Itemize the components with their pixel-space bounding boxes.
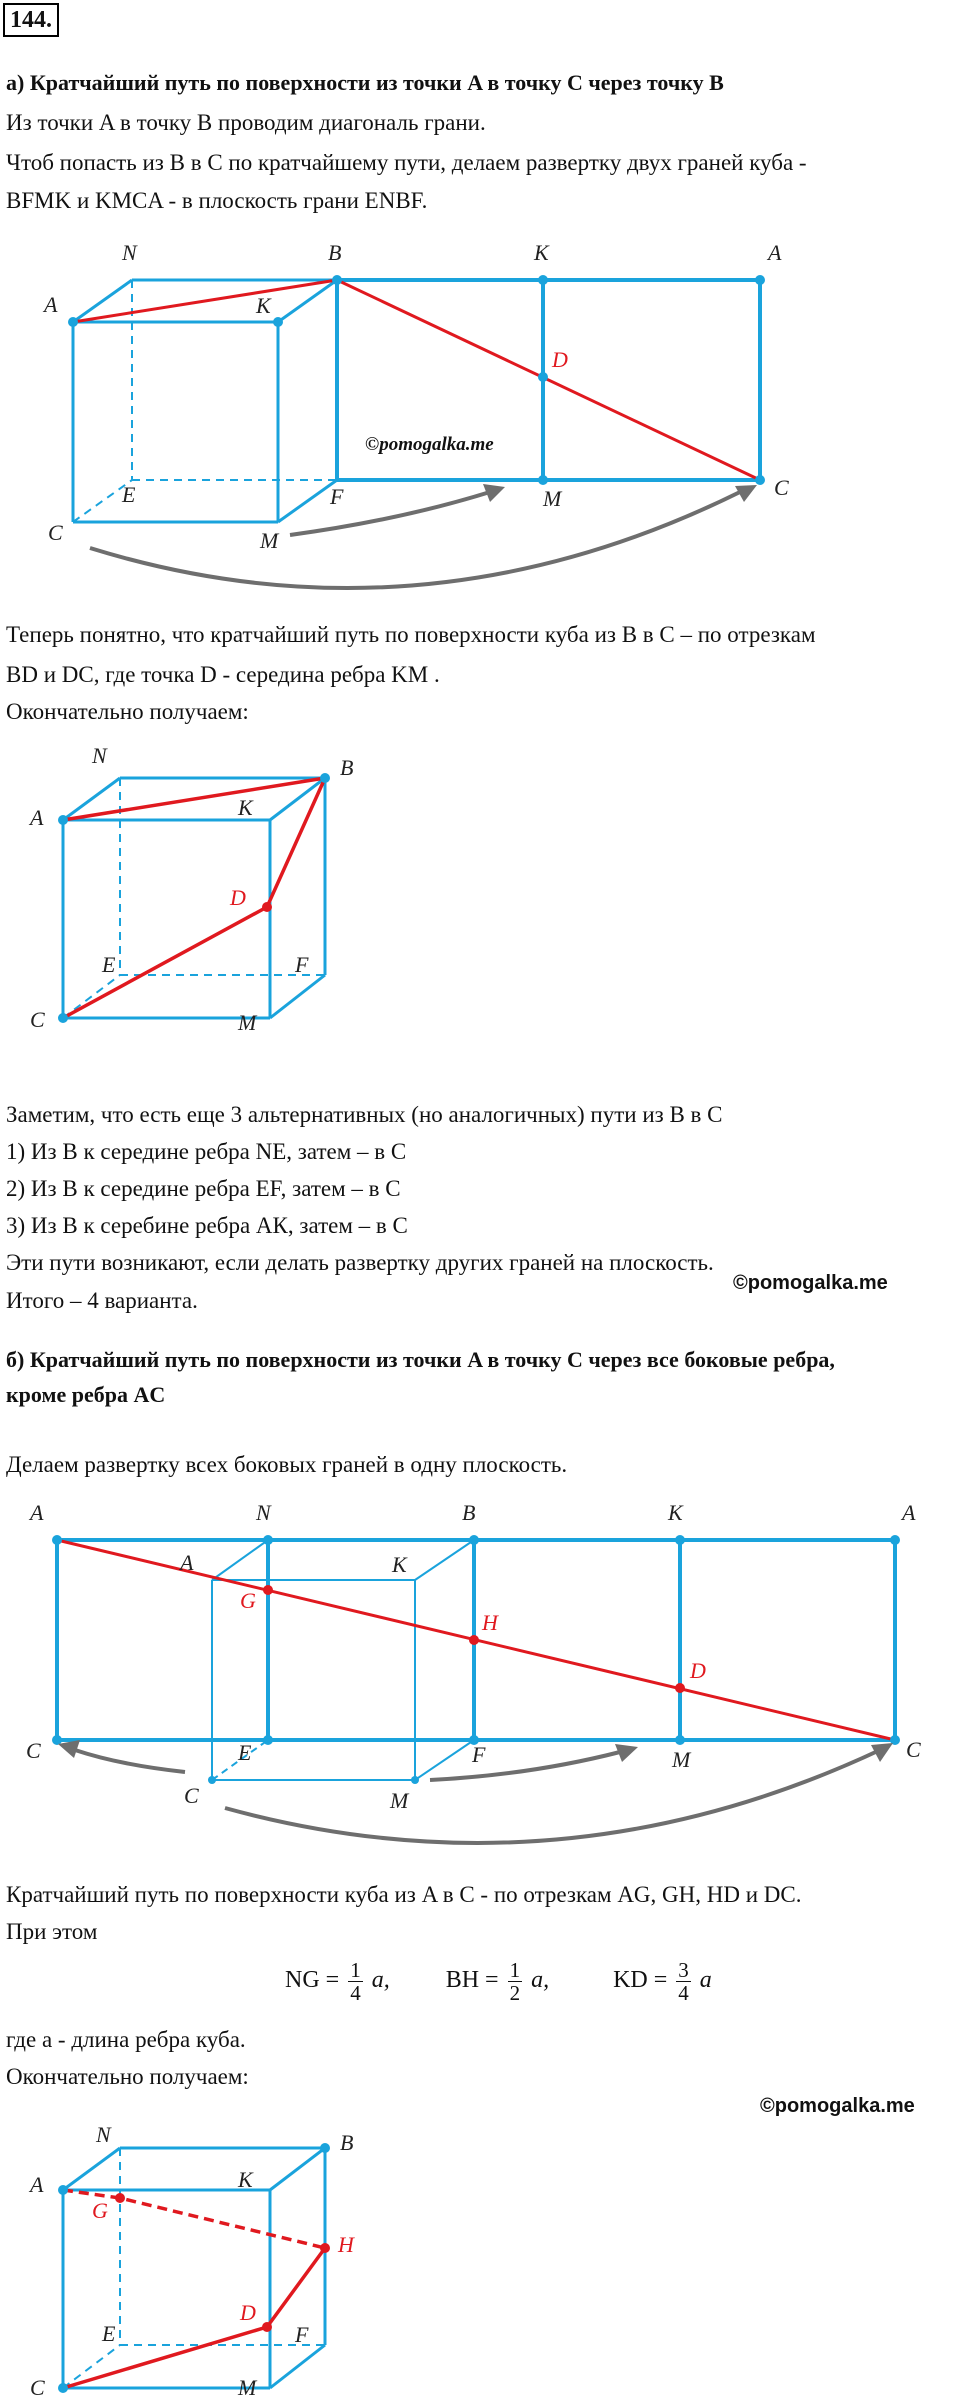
label-e: E (122, 482, 136, 507)
part-b-line-5: Окончательно получаем: (6, 2064, 249, 2089)
part-a-line-4: Теперь понятно, что кратчайший путь по поверхности куба из B в C – по отрезкам (6, 622, 816, 647)
part-a-line-8: 1) Из В к середине ребра NE, затем – в С (6, 1139, 407, 1164)
label-a3: A (180, 1550, 194, 1575)
part-a-line-2: Чтоб попасть из B в C по кратчайшему пути, делаем развертку двух граней куба - (6, 150, 807, 175)
part-b-heading-1: б) Кратчайший путь по поверхности из точки A в точку C через все боковые ребра, (6, 1347, 835, 1372)
watermark-2: ©pomogalka.me (733, 1272, 888, 1294)
part-a-line-1: Из точки A в точку B проводим диагональ грани. (6, 110, 486, 135)
label-m: M (260, 528, 279, 553)
label-k: K (256, 293, 271, 318)
label-a2: A (768, 240, 782, 265)
label-b: B (340, 2130, 354, 2155)
label-c: C (30, 2375, 45, 2398)
part-a-line-6: Окончательно получаем: (6, 699, 249, 724)
label-c3: C (184, 1783, 199, 1808)
part-a-line-7: Заметим, что есть еще 3 альтернативных (но аналогичных) пути из В в С (6, 1102, 723, 1127)
label-k2: K (534, 240, 549, 265)
label-d: D (552, 347, 568, 372)
label-f: F (295, 952, 309, 977)
part-a-line-9: 2) Из В к середине ребра EF, затем – в С (6, 1176, 401, 1201)
label-c: C (48, 520, 63, 545)
watermark-3: ©pomogalka.me (760, 2095, 915, 2117)
part-a-line-10: 3) Из В к серебине ребра АК, затем – в С (6, 1213, 408, 1238)
kd-lhs: KD = (613, 1967, 668, 1993)
part-a-line-12: Итого – 4 варианта. (6, 1288, 198, 1313)
figure-a-cube (0, 735, 420, 1050)
label-b: B (328, 240, 342, 265)
label-a2: A (902, 1500, 916, 1525)
label-m: M (238, 1010, 257, 1035)
label-a: A (30, 805, 44, 830)
watermark-1: ©pomogalka.me (365, 434, 494, 455)
part-a-heading: а) Кратчайший путь по поверхности из точки A в точку C через точку B (6, 70, 724, 95)
part-a-line-3: BFMK и KMCA - в плоскость грани ENBF. (6, 188, 428, 213)
label-e: E (238, 1740, 252, 1765)
label-k: K (238, 2167, 253, 2192)
label-m: M (238, 2375, 257, 2398)
part-b-heading-2: кроме ребра AC (6, 1382, 166, 1407)
edge-an (73, 280, 132, 322)
part-b-line-2: Кратчайший путь по поверхности куба из A в C - по отрезкам AG, GH, HD и DC. (6, 1882, 802, 1907)
label-f: F (330, 484, 344, 509)
label-n: N (122, 240, 137, 265)
kd-fraction: $\frac{3}{4}$ (678, 1957, 689, 2005)
label-d: D (240, 2300, 256, 2325)
figure-b-development (0, 1490, 960, 1870)
label-n: N (256, 1500, 271, 1525)
part-b-line-1: Делаем развертку всех боковых граней в одну плоскость. (6, 1452, 568, 1477)
bh-var: a, (531, 1967, 550, 1993)
ng-var: a, (371, 1967, 390, 1993)
label-a: A (30, 1500, 44, 1525)
part-a-line-11: Эти пути возникают, если делать развертку других граней на плоскость. (6, 1250, 714, 1275)
ratio-formula (285, 1950, 712, 2010)
problem-number: 144. (3, 3, 59, 37)
label-c2: C (774, 475, 789, 500)
label-e: E (102, 2321, 116, 2346)
label-e: E (102, 952, 116, 977)
label-h: H (482, 1610, 498, 1635)
label-c2: C (906, 1737, 921, 1762)
edge-mf (278, 480, 337, 522)
arrow-cc-1 (90, 492, 740, 588)
label-b: B (462, 1500, 476, 1525)
label-c: C (26, 1738, 41, 1763)
label-k: K (668, 1500, 683, 1525)
figure-a-development (0, 230, 960, 610)
label-n: N (96, 2122, 111, 2147)
bh-fraction: $\frac{1}{2}$ (509, 1957, 521, 2005)
label-a: A (44, 292, 58, 317)
arrow-mf-1 (290, 492, 490, 535)
ng-fraction: $\frac{1}{4}$ (350, 1957, 361, 2005)
label-m: M (672, 1747, 691, 1772)
bh-lhs: BH = (445, 1967, 499, 1993)
label-m2: M (390, 1788, 409, 1813)
label-m2: M (543, 486, 562, 511)
label-b: B (340, 755, 354, 780)
path-ab (73, 280, 337, 322)
label-f: F (472, 1742, 486, 1767)
label-h: H (338, 2232, 354, 2257)
label-k: K (238, 795, 253, 820)
label-f: F (295, 2322, 309, 2347)
part-b-line-4: где a - длина ребра куба. (6, 2027, 246, 2052)
part-b-line-3: При этом (6, 1919, 98, 1944)
label-n: N (92, 743, 107, 768)
label-k2: K (392, 1552, 407, 1577)
label-a: A (30, 2172, 44, 2197)
edge-kb (278, 280, 337, 322)
kd-var: a (699, 1967, 712, 1993)
label-d: D (230, 885, 246, 910)
label-c: C (30, 1007, 45, 1032)
ng-lhs: NG = (285, 1967, 340, 1993)
figure-b-cube (0, 2120, 420, 2398)
label-d: D (690, 1658, 706, 1683)
label-g: G (92, 2198, 108, 2223)
part-a-line-5: BD и DC, где точка D - середина ребра KM . (6, 662, 440, 687)
label-g: G (240, 1588, 256, 1613)
